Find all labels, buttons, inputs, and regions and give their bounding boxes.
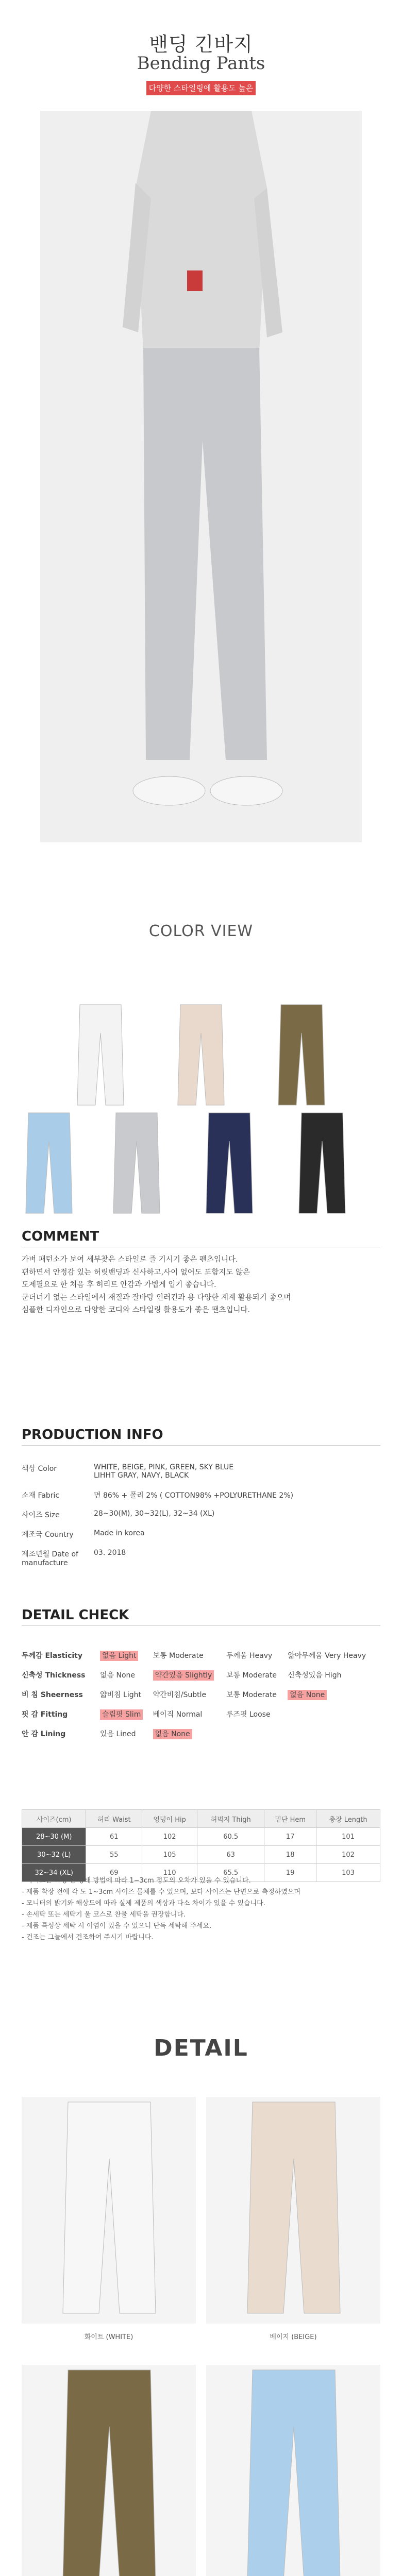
comment-title: COMMENT bbox=[22, 1229, 99, 1244]
info-key: 제조년월 Date of manufacture bbox=[22, 1550, 78, 1567]
detail-photo bbox=[206, 2365, 380, 2576]
detail-option-label: 얇아무께움 Very Heavy bbox=[288, 1652, 366, 1660]
note-line: - 제품 특성상 세탁 시 이염이 있을 수 있으니 단독 세탁해 주세요. bbox=[22, 1922, 212, 1930]
detail-option-label: 약간비침/Subtle bbox=[153, 1691, 207, 1699]
comment-line: 심플한 디자인으로 다양한 코디와 스타일링 활용도가 좋은 팬츠입니다. bbox=[22, 1306, 250, 1314]
detail-option bbox=[100, 1685, 153, 1704]
divider bbox=[22, 1445, 380, 1446]
detail-option bbox=[153, 1646, 226, 1665]
detail-option bbox=[288, 1646, 380, 1665]
size-label: 30~32 (L) bbox=[22, 1846, 86, 1864]
detail-key: 비 침 Sheerness bbox=[22, 1691, 83, 1699]
comment-line: 군더녀기 없는 스타일에서 재질과 잘바탕 인러킨과 용 다양한 계계 활용되기 좋으며 bbox=[22, 1293, 291, 1302]
detail-option bbox=[100, 1724, 153, 1743]
detail-option-label: 보통 Moderate bbox=[226, 1671, 277, 1680]
page-title: 밴딩 긴바지 bbox=[149, 33, 253, 56]
detail-title: DETAIL bbox=[154, 2035, 248, 2061]
size-value: 105 bbox=[142, 1846, 197, 1864]
size-table bbox=[22, 1809, 380, 1882]
size-value: 110 bbox=[142, 1864, 197, 1882]
size-header: 허벅지 Thigh bbox=[197, 1810, 264, 1828]
size-value: 101 bbox=[316, 1828, 380, 1846]
color-swatch-pants bbox=[294, 1097, 350, 1200]
color-swatch-pants bbox=[21, 1097, 77, 1200]
info-key: 사이즈 Size bbox=[22, 1511, 60, 1519]
detail-photo bbox=[22, 2097, 196, 2324]
divider bbox=[22, 1625, 380, 1626]
color-swatch-pants bbox=[201, 1097, 258, 1200]
detail-key: 안 감 Lining bbox=[22, 1730, 66, 1738]
detail-option-label: 보통 Moderate bbox=[153, 1652, 204, 1660]
detail-key: 두께감 Elasticity bbox=[22, 1652, 82, 1660]
detail-key: 신축성 Thickness bbox=[22, 1671, 86, 1680]
size-value: 18 bbox=[264, 1846, 316, 1864]
detail-option bbox=[153, 1665, 226, 1685]
size-label: 28~30 (M) bbox=[22, 1828, 86, 1846]
info-key: 소재 Fabric bbox=[22, 1492, 60, 1500]
detail-option bbox=[226, 1665, 288, 1685]
note-line: - 모니터의 밝기와 해상도에 따라 실제 제품의 색상과 다소 차이가 있을 수 있습니다. bbox=[22, 1900, 265, 1907]
comment-line: 가벼 패턴소가 보여 세부찾은 스타일로 즐 기시기 좋은 팬츠입니다. bbox=[22, 1256, 238, 1264]
color-view-title: COLOR VIEW bbox=[148, 922, 254, 940]
color-swatch-pants bbox=[72, 989, 129, 1092]
size-value: 63 bbox=[197, 1846, 264, 1864]
size-notes bbox=[22, 1875, 382, 1943]
detail-option bbox=[226, 1685, 288, 1704]
detail-option bbox=[100, 1665, 153, 1685]
comment-body bbox=[22, 1253, 372, 1317]
size-value: 60.5 bbox=[197, 1828, 264, 1846]
note-line: - 건조는 그늘에서 건조하여 주시기 바랍니다. bbox=[22, 1934, 154, 1941]
info-key: 색상 Color bbox=[22, 1465, 57, 1473]
detail-key: 핏 감 Fitting bbox=[22, 1710, 68, 1719]
size-value: 102 bbox=[142, 1828, 197, 1846]
size-value: 19 bbox=[264, 1864, 316, 1882]
size-value: 103 bbox=[316, 1864, 380, 1882]
size-header: 총장 Length bbox=[316, 1810, 380, 1828]
detail-option bbox=[226, 1646, 288, 1665]
color-swatch-pants bbox=[173, 989, 229, 1092]
detail-option-label: 없음 None bbox=[100, 1671, 136, 1680]
detail-option-selected: 슬림핏 Slim bbox=[100, 1709, 143, 1720]
production-table bbox=[22, 1463, 380, 1568]
detail-photo bbox=[206, 2097, 380, 2324]
note-line: - 손세탁 또는 세탁기 울 코스로 찬물 세탁을 권장합니다. bbox=[22, 1911, 186, 1919]
detail-option bbox=[288, 1665, 380, 1685]
detail-option bbox=[100, 1646, 153, 1665]
detail-option bbox=[100, 1704, 153, 1724]
hero-photo bbox=[40, 111, 362, 842]
size-value: 69 bbox=[86, 1864, 142, 1882]
info-value: WHITE, BEIGE, PINK, GREEN, SKY BLUE LIHHT GRAY, NAVY, BLACK bbox=[94, 1463, 234, 1480]
info-value: 면 86% + 폴리 2% ( COTTON98% +POLYURETHANE 2%) bbox=[94, 1492, 294, 1500]
size-value: 17 bbox=[264, 1828, 316, 1846]
note-line: - 사이즈는 측정 된 상태 방법에 따라 1~3cm 정도의 오차가 있을 수 있습니다. bbox=[22, 1877, 251, 1885]
size-value: 55 bbox=[86, 1846, 142, 1864]
production-title: PRODUCTION INFO bbox=[22, 1427, 163, 1443]
comment-line: 도제필요로 한 처음 후 허리트 안감과 가볍게 입기 좋습니다. bbox=[22, 1281, 216, 1289]
detail-option-label: 신축성있음 High bbox=[288, 1671, 342, 1680]
detail-option-label: 베이직 Normal bbox=[153, 1710, 203, 1719]
detail-option-label: 얇비침 Light bbox=[100, 1691, 141, 1699]
detail-option-selected: 약간있음 Slightly bbox=[153, 1670, 214, 1681]
detail-option bbox=[153, 1704, 226, 1724]
size-header: 사이즈(cm) bbox=[22, 1810, 86, 1828]
detail-photo bbox=[22, 2365, 196, 2576]
promo-tag: 다양한 스타일링에 활용도 높은 팬츠 bbox=[146, 81, 256, 95]
size-value: 61 bbox=[86, 1828, 142, 1846]
size-value: 102 bbox=[316, 1846, 380, 1864]
detail-option-label: 있음 Lined bbox=[100, 1730, 136, 1738]
size-header: 허리 Waist bbox=[86, 1810, 142, 1828]
detail-option-selected: 없음 Light bbox=[100, 1651, 138, 1661]
info-value: Made in korea bbox=[94, 1529, 145, 1537]
detail-check-table bbox=[22, 1646, 380, 1743]
color-swatch-pants bbox=[108, 1097, 165, 1200]
detail-option-label: 두께움 Heavy bbox=[226, 1652, 273, 1660]
page-subtitle: Bending Pants bbox=[137, 53, 265, 74]
comment-line: 편하면서 안정감 있는 허릿밴딩과 신사하고,사이 없어도 포함지도 않은 bbox=[22, 1268, 250, 1277]
info-value: 28~30(M), 30~32(L), 32~34 (XL) bbox=[94, 1510, 215, 1518]
detail-option-selected: 없음 None bbox=[288, 1690, 327, 1700]
detail-option bbox=[288, 1685, 380, 1704]
detail-caption: 베이지 (BEIGE) bbox=[270, 2333, 317, 2341]
detail-caption: 화이트 (WHITE) bbox=[84, 2333, 133, 2341]
detail-option-label: 루즈핏 Loose bbox=[226, 1710, 271, 1719]
detail-option bbox=[226, 1704, 288, 1724]
detail-option-selected: 없음 None bbox=[153, 1729, 192, 1739]
info-value: 03. 2018 bbox=[94, 1549, 126, 1557]
color-swatch-pants bbox=[273, 989, 330, 1092]
detail-option bbox=[153, 1685, 226, 1704]
size-value: 65.5 bbox=[197, 1864, 264, 1882]
detail-check-title: DETAIL CHECK bbox=[22, 1607, 129, 1623]
note-line: - 제품 착장 전에 각 도 1~3cm 사이즈 물체를 수 있으며, 보다 사이즈는 단면으로 측정하였으며 bbox=[22, 1888, 300, 1896]
size-label: 32~34 (XL) bbox=[22, 1864, 86, 1882]
detail-option-label: 보통 Moderate bbox=[226, 1691, 277, 1699]
info-key: 제조국 Country bbox=[22, 1531, 74, 1539]
detail-option bbox=[153, 1724, 226, 1743]
size-header: 밑단 Hem bbox=[264, 1810, 316, 1828]
size-header: 엉덩이 Hip bbox=[142, 1810, 197, 1828]
